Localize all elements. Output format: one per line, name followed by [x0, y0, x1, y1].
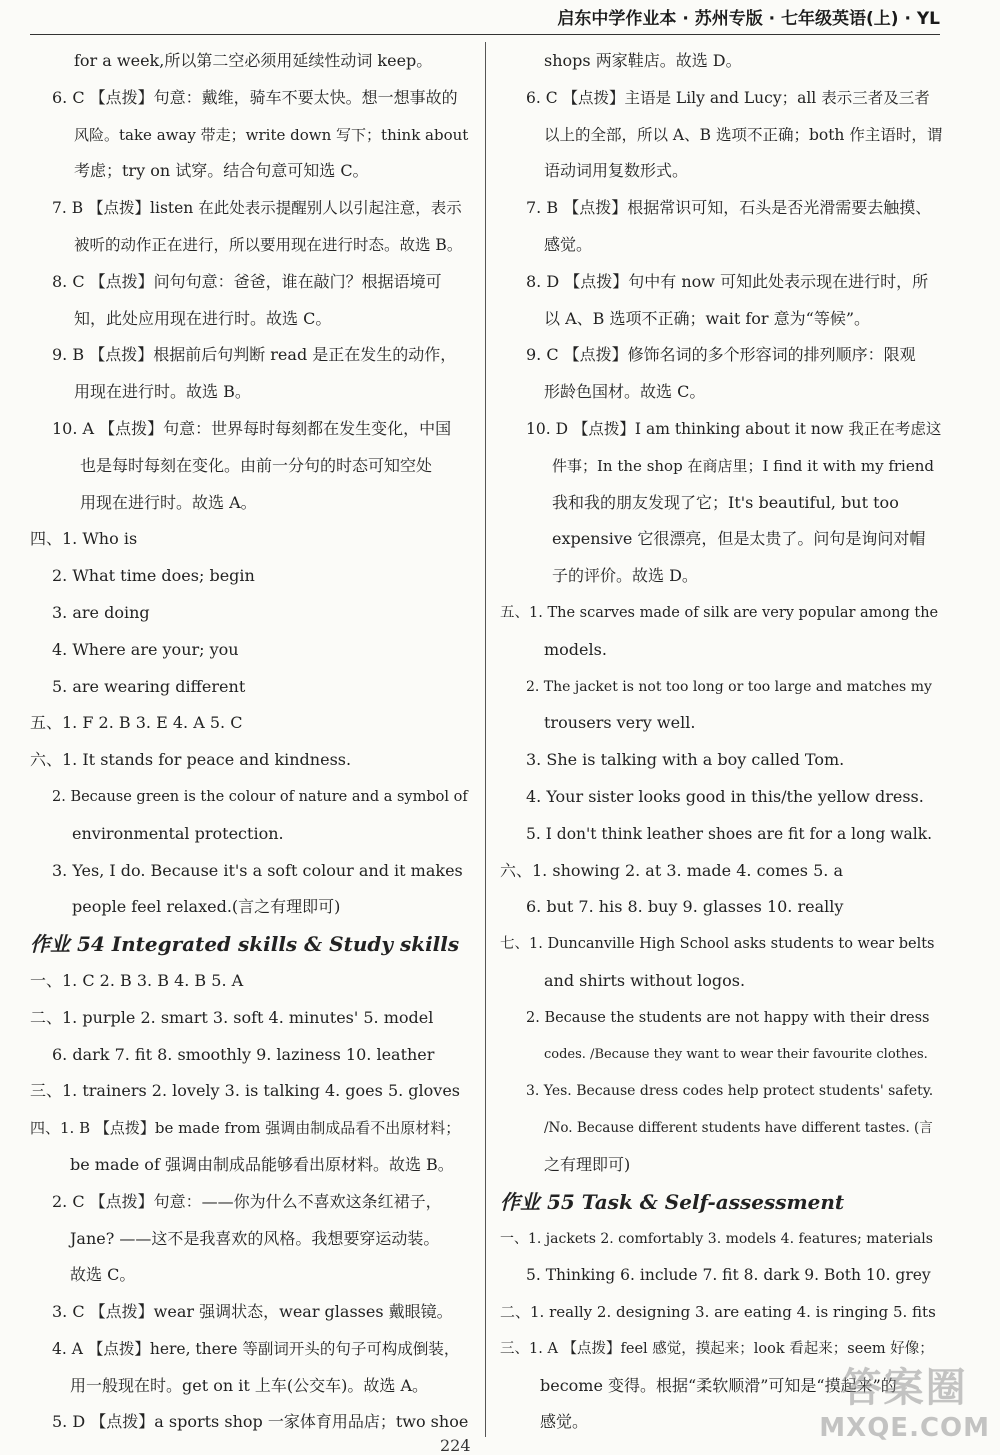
answer-line: for a week,所以第二空必须用延续性动词 keep。	[74, 51, 433, 70]
answer-line: 四、1. B 【点拨】be made from 强调由制成品看不出原材料；	[30, 1119, 461, 1138]
answer-line: 件事；In the shop 在商店里；I find it with my friend	[552, 456, 934, 475]
answer-line: 用现在进行时。故选 A。	[80, 492, 257, 512]
answer-line: 感觉。	[540, 1412, 589, 1432]
right-column	[500, 43, 942, 1441]
answer-line: people feel relaxed.(言之有理即可)	[72, 897, 341, 917]
answer-line: 形龄色国材。故选 C。	[544, 382, 706, 402]
answer-line: 以 A、B 选项不正确；wait for 意为“等候”。	[544, 308, 871, 328]
answer-line: 一、1. C 2. B 3. B 4. B 5. A	[30, 970, 244, 990]
answer-line: 知，此处应用现在进行时。故选 C。	[74, 308, 332, 328]
answer-line: 六、1. It stands for peace and kindness.	[30, 750, 352, 770]
answer-line: 2. Because the students are not happy with their dress	[526, 1009, 930, 1026]
answer-line: 5. are wearing different	[52, 676, 246, 696]
answer-line: 用一般现在时。get on it 上车(公交车)。故选 A。	[70, 1375, 429, 1395]
answer-line: 用现在进行时。故选 B。	[74, 382, 251, 402]
answer-line: 故选 C。	[70, 1265, 136, 1285]
watermark-logo	[819, 1356, 990, 1443]
answer-line: 6. but 7. his 8. buy 9. glasses 10. really	[526, 897, 844, 917]
answer-line: be made of 强调由制成品能够看出原材料。故选 B。	[70, 1154, 454, 1174]
section-heading: 作业 55 Task & Self-assessment	[500, 1189, 845, 1214]
answer-line: 3. are doing	[52, 602, 150, 622]
watermark-line1: 答案圈	[841, 1365, 968, 1411]
answer-line: 10. D 【点拨】I am thinking about it now 我正在考虑这	[526, 419, 942, 438]
answer-line: trousers very well.	[544, 713, 696, 733]
answer-line: 六、1. showing 2. at 3. made 4. comes 5. a	[500, 860, 843, 880]
answer-line: 2. The jacket is not too long or too large and matches my	[526, 678, 932, 695]
answer-line: 三、1. A 【点拨】feel 感觉，摸起来；look 看起来；seem 好像；	[500, 1340, 934, 1357]
answer-line: and shirts without logos.	[544, 970, 746, 990]
answer-line: 5. Thinking 6. include 7. fit 8. dark 9. Both 10. grey	[526, 1266, 931, 1285]
answer-line: 5. D 【点拨】a sports shop 一家体育用品店；two shoe	[52, 1412, 469, 1432]
page-number: 224	[440, 1436, 471, 1455]
answer-line: 3. Yes. Because dress codes help protect students' safety.	[526, 1083, 934, 1100]
answer-line: 4. A 【点拨】here, there 等副词开头的句子可构成倒装，	[52, 1339, 460, 1358]
answer-line: 三、1. trainers 2. lovely 3. is talking 4. goes 5. gloves	[30, 1081, 461, 1101]
answer-line: 9. B 【点拨】根据前后句判断 read 是正在发生的动作，	[52, 345, 457, 365]
answer-line: 7. B 【点拨】根据常识可知，石头是否光滑需要去触摸、	[526, 198, 932, 218]
answer-line: 五、1. The scarves made of silk are very popular among the	[500, 604, 939, 621]
answer-line: 我和我的朋友发现了它；It's beautiful, but too	[552, 492, 899, 512]
answer-line: 9. C 【点拨】修饰名词的多个形容词的排列顺序：限观	[526, 345, 916, 365]
answer-line: 8. D 【点拨】句中有 now 可知此处表示现在进行时，所	[526, 271, 929, 291]
answer-line: 10. A 【点拨】句意：世界每时每刻都在发生变化，中国	[52, 418, 452, 438]
answer-line: environmental protection.	[72, 823, 284, 843]
answer-line: 七、1. Duncanville High School asks students to wear belts	[500, 936, 935, 953]
answer-line: become 变得。根据“柔软顺滑”可知是“摸起来”的	[540, 1375, 897, 1395]
answer-line: 考虑；try on 试穿。结合句意可知选 C。	[74, 161, 369, 181]
answer-line: 6. C 【点拨】句意：戴维，骑车不要太快。想一想事故的	[52, 87, 458, 107]
answer-line: 6. C 【点拨】主语是 Lily and Lucy；all 表示三者及三者	[526, 88, 930, 107]
answer-line: 6. dark 7. fit 8. smoothly 9. laziness 10. leather	[52, 1044, 435, 1064]
answer-line: 子的评价。故选 D。	[552, 566, 698, 586]
answer-line: 之有理即可)	[544, 1154, 631, 1174]
answer-line: shops 两家鞋店。故选 D。	[544, 51, 742, 70]
answer-line: 3. Yes, I do. Because it's a soft colour and it makes	[52, 860, 463, 880]
answer-line: 2. Because green is the colour of nature and a symbol of	[52, 788, 468, 805]
answer-line: 4. Your sister looks good in this/the yellow dress.	[526, 786, 924, 806]
answer-line: 8. C 【点拨】问句句意：爸爸，谁在敲门？根据语境可	[52, 271, 442, 291]
answer-line: 五、1. F 2. B 3. E 4. A 5. C	[30, 713, 243, 733]
answer-line: 2. C 【点拨】句意：——你为什么不喜欢这条红裙子，	[52, 1191, 442, 1211]
answer-line: 一、1. jackets 2. comfortably 3. models 4. features; materials	[500, 1230, 933, 1247]
section-heading: 作业 54 Integrated skills & Study skills	[30, 932, 460, 957]
answer-line: 5. I don't think leather shoes are fit for a long walk.	[526, 824, 933, 843]
answer-line: 也是每时每刻在变化。由前一分句的时态可知空处	[80, 455, 433, 475]
answer-line: 被听的动作正在进行，所以要用现在进行时态。故选 B。	[74, 235, 463, 254]
answer-line: 感觉。	[544, 234, 593, 254]
column-divider	[485, 42, 486, 1437]
answer-line: 7. B 【点拨】listen 在此处表示提醒别人以引起注意，表示	[52, 199, 462, 218]
answer-line: 3. C 【点拨】wear 强调状态，wear glasses 戴眼镜。	[52, 1302, 453, 1322]
left-column	[30, 43, 470, 1441]
answer-line: codes. /Because they want to wear their favourite clothes.	[544, 1046, 928, 1062]
answer-line: models.	[544, 639, 607, 659]
answer-line: 4. Where are your; you	[52, 639, 239, 659]
answer-line: /No. Because different students have different tastes. (言	[544, 1120, 933, 1137]
header-title: 启东中学作业本 · 苏州专版 · 七年级英语(上) · YL	[557, 9, 940, 29]
answer-line: 二、1. really 2. designing 3. are eating 4. is ringing 5. fits	[500, 1303, 936, 1322]
answer-line: 语动词用复数形式。	[544, 161, 689, 181]
answer-line: 以上的全部，所以 A、B 选项不正确；both 作主语时，谓	[544, 125, 942, 144]
header-rule	[30, 34, 940, 35]
answer-line: 四、1. Who is	[30, 529, 138, 549]
answer-line: 3. She is talking with a boy called Tom.	[526, 750, 845, 770]
answer-line: 风险。take away 带走；write down 写下；think about	[74, 125, 469, 144]
page-header	[0, 0, 1000, 34]
watermark-line2: MXQE.COM	[819, 1413, 990, 1443]
answer-line: expensive 它很漂亮，但是太贵了。问句是询问对帽	[552, 529, 926, 549]
answer-line: 二、1. purple 2. smart 3. soft 4. minutes' 5. model	[30, 1007, 434, 1027]
answer-line: Jane? ——这不是我喜欢的风格。我想要穿运动装。	[70, 1228, 440, 1248]
answer-line: 2. What time does; begin	[52, 566, 255, 586]
